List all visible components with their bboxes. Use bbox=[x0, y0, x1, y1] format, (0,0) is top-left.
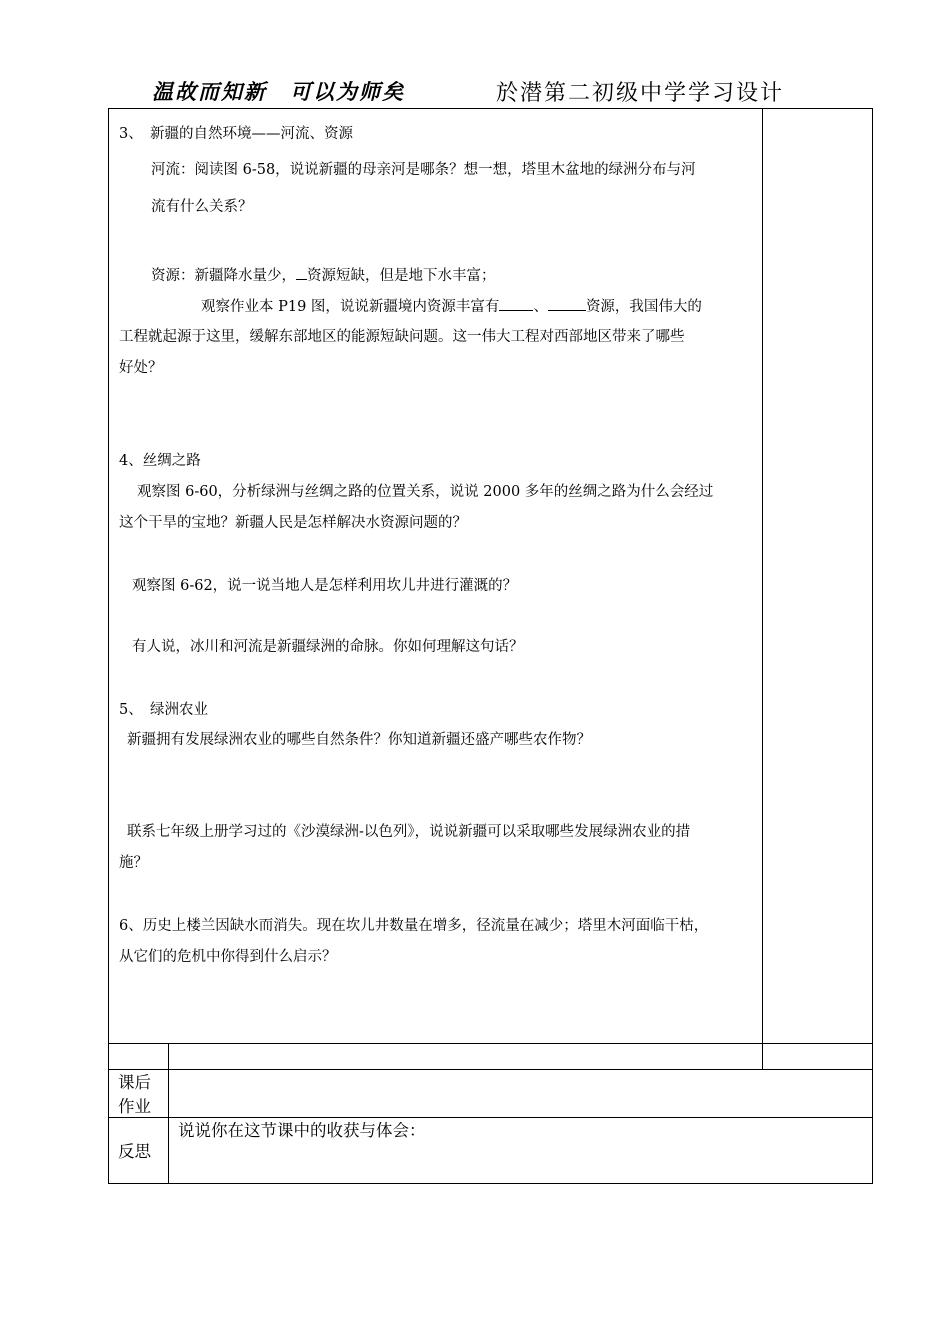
resource-text-after-blank: 资源短缺，但是地下水丰富； bbox=[307, 268, 496, 284]
section-5-para-1: 新疆拥有发展绿洲农业的哪些自然条件？你知道新疆还盛产哪些农作物？ bbox=[127, 732, 591, 748]
page-header bbox=[118, 76, 832, 109]
section-3-river-line-1: 河流：阅读图 6-58，说说新疆的母亲河是哪条？想一想，塔里木盆地的绿洲分布与河 bbox=[151, 162, 696, 178]
answer-blank[interactable] bbox=[548, 296, 586, 311]
section-5-para-2-line-1: 联系七年级上册学习过的《沙漠绿洲-以色列》，说说新疆可以采取哪些发展绿洲农业的措 bbox=[127, 824, 691, 840]
homework-label-line-1: 课后 bbox=[118, 1073, 151, 1092]
section-4-para-1-line-1: 观察图 6-60，分析绿洲与丝绸之路的位置关系，说说 2000 多年的丝绸之路为什么会经过 bbox=[137, 484, 714, 500]
section-4-para-3: 有人说，冰川和河流是新疆绿洲的命脉。你如何理解这句话？ bbox=[132, 639, 524, 655]
school-title: 於潜第二初级中学学习设计 bbox=[496, 81, 785, 106]
table-border-left bbox=[108, 108, 109, 1184]
section-4-para-1-line-2: 这个干旱的宝地？新疆人民是怎样解决水资源问题的？ bbox=[119, 515, 467, 531]
section-3-river-line-2: 流有什么关系？ bbox=[151, 199, 253, 215]
homework-label bbox=[118, 1071, 151, 1119]
section-6-line-2: 从它们的危机中你得到什么启示？ bbox=[119, 949, 337, 965]
reflection-prompt: 说说你在这节课中的收获与体会： bbox=[178, 1121, 426, 1140]
row-divider-2 bbox=[108, 1069, 873, 1070]
section-4-para-2: 观察图 6-62，说一说当地人是怎样利用坎儿井进行灌溉的？ bbox=[132, 578, 518, 594]
table-border-bottom bbox=[108, 1183, 873, 1184]
table-border-right bbox=[872, 108, 873, 1184]
homework-label-line-2: 作业 bbox=[118, 1097, 151, 1116]
section-4-title: 4、丝绸之路 bbox=[119, 453, 201, 469]
section-5-para-2-line-2: 施？ bbox=[119, 855, 148, 871]
section-6-line-1: 6、历史上楼兰因缺水而消失。现在坎儿井数量在增多，径流量在减少；塔里木河面临干枯， bbox=[119, 918, 709, 934]
section-3-title: 3、 新疆的自然环境——河流、资源 bbox=[119, 126, 353, 142]
section-3-resource-line bbox=[151, 265, 496, 286]
row-divider-1 bbox=[108, 1043, 873, 1044]
section-3-observe-line-1 bbox=[201, 296, 702, 317]
answer-blank[interactable] bbox=[499, 296, 533, 311]
section-3-observe-line-2: 工程就起源于这里，缓解东部地区的能源短缺问题。这一伟大工程对西部地区带来了哪些 bbox=[119, 329, 685, 345]
observe-text-before-blanks: 观察作业本 P19 图，说说新疆境内资源丰富有 bbox=[201, 299, 500, 315]
section-5-title: 5、 绿洲农业 bbox=[119, 702, 208, 718]
row-divider-3 bbox=[108, 1117, 873, 1118]
label-column-divider bbox=[168, 1043, 169, 1184]
section-3-observe-line-3: 好处？ bbox=[119, 360, 163, 376]
table-border-top bbox=[108, 108, 873, 109]
right-column-divider bbox=[762, 108, 763, 1070]
reflection-label: 反思 bbox=[118, 1142, 151, 1161]
observe-separator: 、 bbox=[533, 299, 548, 315]
resource-text-before-blank: 资源：新疆降水量少， bbox=[151, 268, 296, 284]
answer-blank[interactable] bbox=[296, 265, 307, 280]
observe-text-after-blanks: 资源，我国伟大的 bbox=[585, 299, 702, 315]
motto: 温故而知新 可以为师矣 bbox=[152, 79, 405, 104]
